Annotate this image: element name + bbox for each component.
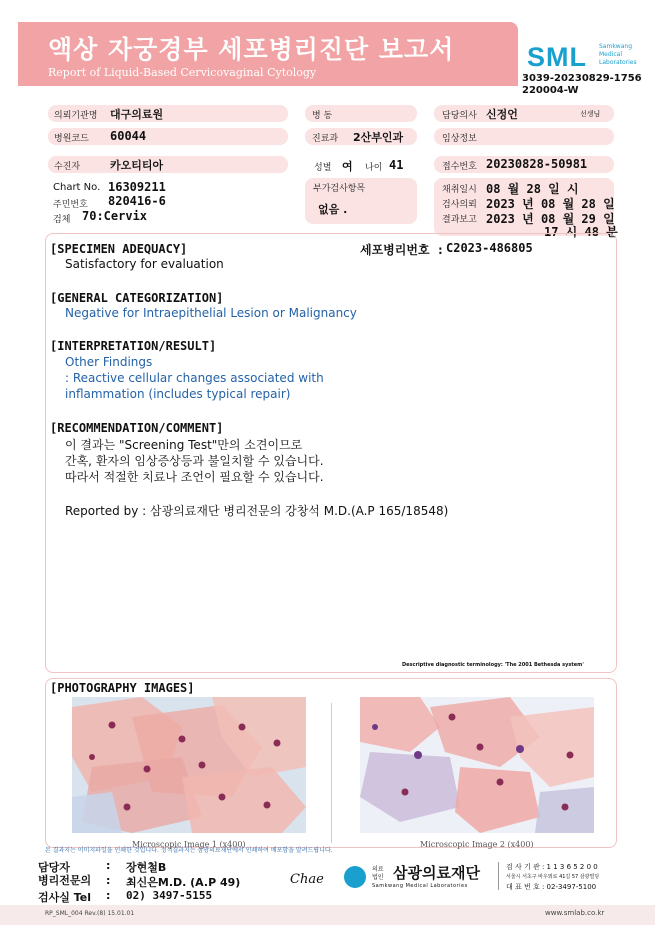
sml-logo: [527, 42, 647, 72]
logo-sub1: Samkwang: [599, 43, 632, 50]
org-prefix: [372, 866, 384, 882]
photo-title: [PHOTOGRAPHY IMAGES]: [50, 681, 195, 695]
interp-line3: inflammation (includes typical repair): [65, 387, 291, 401]
dept-value: 2산부인과: [353, 131, 404, 144]
doctor-value: 신정언: [486, 108, 518, 121]
recommend-line2: 간혹, 환자의 임상증상등과 불일치할 수 있습니다.: [65, 454, 324, 468]
interp-line2: : Reactive cellular changes associated with: [65, 371, 324, 385]
org-prefix1: 의료: [372, 866, 384, 873]
license-line3: 대 표 번 호 : 02-3497-5100: [506, 883, 597, 891]
result-time: 17 시 48 분: [544, 225, 618, 239]
extra-test-value: 없음 .: [318, 203, 348, 216]
chart-value: 16309211: [108, 180, 166, 194]
report-title: 액상 자궁경부 세포병리진단 보고서: [48, 35, 455, 64]
caption-2: Microscopic Image 2 (x400): [420, 840, 534, 849]
dept-label: 진료과: [312, 134, 339, 144]
report-subtitle: Report of Liquid-Based Cervicovaginal Cytology: [48, 66, 317, 79]
license-info: [506, 862, 599, 892]
staff-colon: :: [106, 859, 111, 872]
patient-value: 카오티티아: [110, 159, 164, 172]
logo-mark: SML: [527, 42, 587, 72]
interp-line1: Other Findings: [65, 355, 153, 369]
hospital-code-value: 60044: [110, 129, 147, 143]
pathologist-colon: :: [106, 874, 111, 887]
license-line1: 검 사 기 관 : 1 1 3 6 5 2 0 0: [506, 863, 598, 871]
form-code: RP_SML_004 Rev.(8) 15.01.01: [45, 910, 135, 917]
logo-sub2: Medical: [599, 51, 622, 58]
doctor-suffix: 선생님: [580, 110, 601, 118]
cyto-no-value: C2023-486805: [446, 241, 533, 255]
ward-label: 병 동: [312, 111, 333, 121]
org-prefix2: 법인: [372, 874, 384, 881]
org-logo-icon: [344, 866, 366, 888]
lab-tel-label: 검사실 Tel: [38, 891, 91, 904]
extra-test-label: 부가검사항목: [313, 184, 366, 194]
clinical-info-label: 임상정보: [442, 134, 477, 144]
recommend-title: [RECOMMENDATION/COMMENT]: [50, 421, 224, 435]
doctor-label: 담당의사: [442, 111, 477, 121]
photo-divider: [331, 703, 332, 843]
logo-subtext: [599, 43, 637, 67]
reported-by: Reported by : 삼광의료재단 병리전문의 강창석 M.D.(A.P 165/18548): [65, 504, 449, 518]
request-label: 검사의뢰: [442, 200, 477, 210]
disclaimer: 본 결과지는 이미지파일을 인쇄한 것입니다. 정식결과지는 삼광의료재단에서 인쇄하여 배포함을 알려드립니다.: [45, 847, 333, 854]
lab-tel-value: 02) 3497-5155: [126, 889, 213, 902]
report-number-line2: 220004-W: [522, 85, 579, 96]
resident-value: 820416-6: [108, 194, 166, 208]
adequacy-title: [SPECIMEN ADEQUACY]: [50, 242, 188, 256]
patient-label: 수진자: [54, 162, 81, 172]
institution-label: 의뢰기관명: [54, 111, 98, 121]
terminology-note: Descriptive diagnostic terminology: 'The 2001 Bethesda system': [402, 662, 584, 668]
sex-value: 여: [342, 160, 353, 173]
adequacy-text: Satisfactory for evaluation: [65, 257, 224, 271]
pathologist-value: 최신은M.D. (A.P 49): [126, 876, 241, 889]
recommend-line3: 따라서 적절한 치료나 조언이 필요할 수 있습니다.: [65, 470, 324, 484]
interp-title: [INTERPRETATION/RESULT]: [50, 339, 217, 353]
age-label: 나이: [365, 163, 383, 173]
recommend-line1: 이 결과는 "Screening Test"만의 소견이므로: [65, 438, 303, 452]
request-value: 2023 년 08 월 28 일: [486, 197, 615, 211]
receipt-label: 접수번호: [442, 162, 477, 172]
patient-field: [48, 156, 288, 173]
report-number: [522, 73, 642, 97]
result-label: 결과보고: [442, 215, 477, 225]
pathologist-label: 병리전문의: [38, 874, 92, 887]
caption-1: Microscopic Image 1 (x400): [132, 840, 246, 849]
cyto-no-label: 세포병리번호 :: [360, 243, 445, 257]
website-link[interactable]: www.smlab.co.kr: [545, 909, 605, 917]
chart-label: Chart No.: [53, 182, 101, 193]
specimen-label: 검체: [53, 215, 71, 225]
microscopic-image-1: [72, 697, 306, 833]
result-value: 2023 년 08 월 29 일: [486, 212, 615, 226]
license-line2: 서울시 서초구 바우뫼로 41길 57 삼광빌딩: [506, 874, 600, 880]
sex-label: 성별: [314, 163, 332, 173]
footer-divider: [498, 862, 499, 890]
org-name-en: Samkwang Medical Laboratories: [372, 883, 468, 889]
microscopic-image-2: [360, 697, 594, 833]
lab-tel-colon: :: [106, 889, 111, 902]
general-title: [GENERAL CATEGORIZATION]: [50, 291, 224, 305]
logo-sub3: Laboratories: [599, 59, 637, 66]
receipt-value: 20230828-50981: [486, 157, 588, 171]
signature: Chae: [290, 872, 324, 887]
age-value: 41: [389, 158, 404, 172]
hospital-code-label: 병원코드: [54, 134, 89, 144]
collect-label: 채취일시: [442, 185, 477, 195]
staff-label: 담당자: [38, 861, 70, 874]
report-header: [18, 22, 518, 86]
report-number-line1: 3039-20230829-1756: [522, 73, 642, 84]
specimen-value: 70:Cervix: [82, 209, 148, 223]
org-name: 삼광의료재단: [393, 864, 480, 882]
institution-value: 대구의료원: [110, 108, 164, 121]
general-text: Negative for Intraepithelial Lesion or Malignancy: [65, 306, 357, 320]
staff-value: 장현철B: [126, 861, 167, 874]
resident-label: 주민번호: [53, 200, 88, 210]
collect-value: 08 월 28 일 시: [486, 182, 579, 196]
